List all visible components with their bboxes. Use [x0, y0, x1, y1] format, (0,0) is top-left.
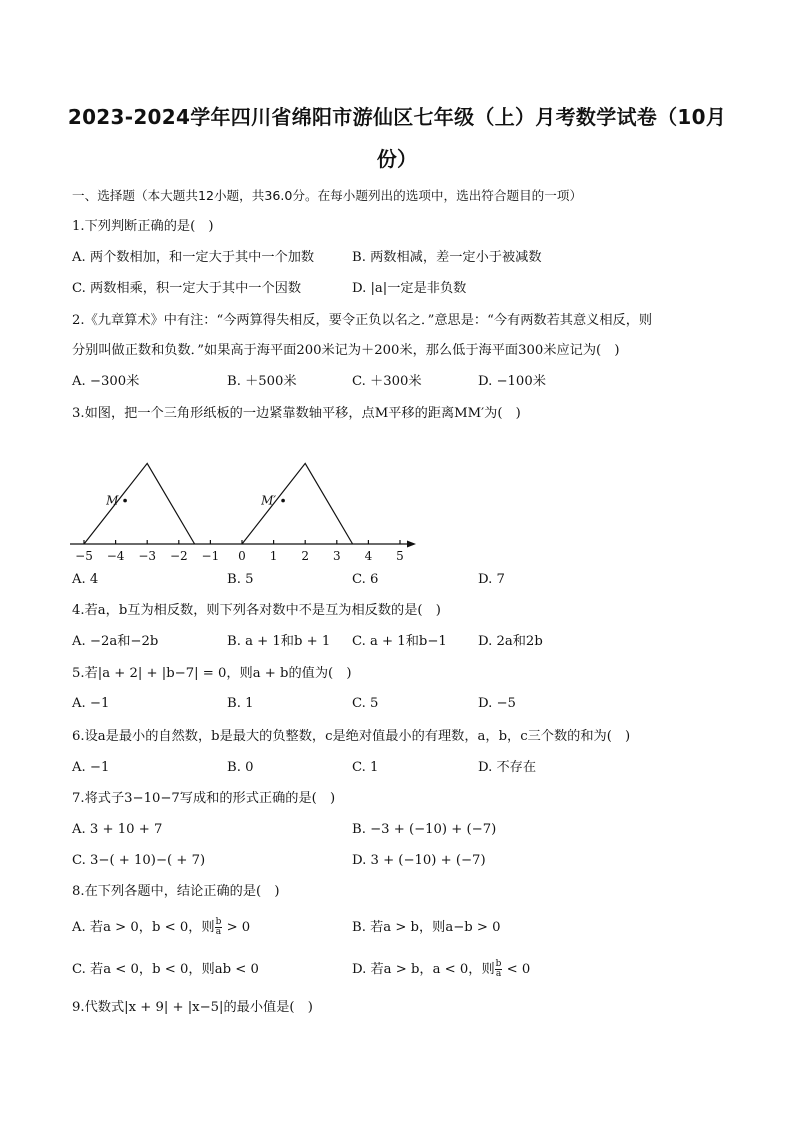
q6-option-b: B. 0: [227, 760, 254, 775]
q2-option-a: A. −300米: [72, 374, 140, 389]
tick-label: −4: [106, 549, 125, 563]
q8-option-d: [352, 960, 530, 980]
number-line-svg: [66, 452, 426, 564]
q3-option-a: A. 4: [72, 572, 99, 587]
q8-option-a-text: A. 若a > 0，b < 0，则: [72, 920, 215, 935]
tick-label: −3: [138, 549, 157, 563]
q3-option-c: C. 6: [352, 572, 379, 587]
question-7-stem: 7.将式子3−10−7写成和的形式正确的是( ): [72, 791, 336, 806]
title-line-1: 2023-2024学年四川省绵阳市游仙区七年级（上）月考数学试卷（10月: [67, 105, 727, 129]
q3-option-d: D. 7: [478, 572, 505, 587]
fraction-numerator: b: [215, 917, 222, 927]
q7-option-d: D. 3 + (−10) + (−7): [352, 853, 486, 868]
fraction-denominator: a: [215, 927, 222, 937]
tick-label: −5: [75, 549, 93, 563]
tick-label: 5: [396, 549, 404, 563]
number-line-figure: [66, 452, 426, 568]
q5-option-b: B. 1: [227, 696, 254, 711]
question-2-stem-cont: 分别叫做正数和负数．”如果高于海平面200米记为＋200米，那么低于海平面300米应记为( ): [72, 343, 620, 358]
point-m: [123, 499, 127, 503]
q6-option-d: D. 不存在: [478, 760, 537, 775]
tick-label: 2: [301, 549, 310, 563]
question-1-stem: 1.下列判断正确的是( ): [72, 219, 214, 234]
q4-option-d: D. 2a和2b: [478, 634, 543, 649]
q8-option-a-tail: > 0: [222, 920, 251, 935]
q5-option-a: A. −1: [72, 696, 110, 711]
point-m-prime: [281, 499, 285, 503]
q5-option-d: D. −5: [478, 696, 516, 711]
q3-option-b: B. 5: [227, 572, 254, 587]
tick-label: 0: [238, 549, 246, 563]
tick-label: 4: [364, 549, 373, 563]
question-3-stem: 3.如图，把一个三角形纸板的一边紧靠数轴平移，点M平移的距离MM′为( ): [72, 406, 521, 421]
q7-option-a: A. 3 + 10 + 7: [72, 822, 163, 837]
q2-option-c: C. ＋300米: [352, 374, 422, 389]
q4-option-c: C. a + 1和b−1: [352, 634, 447, 649]
section-heading: 一、选择题（本大题共12小题，共36.0分。在每小题列出的选项中，选出符合题目的一项）: [72, 188, 583, 203]
q4-option-b: B. a + 1和b + 1: [227, 634, 331, 649]
question-4-stem: 4.若a，b互为相反数，则下列各对数中不是互为相反数的是( ): [72, 603, 441, 618]
tick-label: −1: [201, 549, 220, 563]
q8-option-a: [72, 918, 250, 938]
question-6-stem: 6.设a是最小的自然数，b是最大的负整数，c是绝对值最小的有理数，a，b，c三个数的和为( ): [72, 729, 631, 744]
axis-arrow-icon: [407, 541, 416, 548]
tick-label: −2: [169, 549, 188, 563]
point-m-prime-label: M′: [261, 493, 277, 508]
tick-label: 1: [269, 549, 278, 563]
q1-option-c: C. 两数相乘，积一定大于其中一个因数: [72, 281, 302, 296]
q7-option-b: B. −3 + (−10) + (−7): [352, 822, 497, 837]
question-8-stem: 8.在下列各题中，结论正确的是( ): [72, 884, 280, 899]
fraction-numerator: b: [495, 959, 502, 969]
q1-option-b: B. 两数相减，差一定小于被减数: [352, 250, 542, 265]
title-line-2: 份）: [376, 147, 418, 171]
point-m-label: M: [106, 493, 119, 508]
q8-option-b: B. 若a > b，则a−b > 0: [352, 920, 501, 935]
tick-label: 3: [332, 549, 341, 563]
exam-title: [60, 96, 734, 180]
question-2-stem: 2.《九章算术》中有注：“今两算得失相反，要令正负以名之．”意思是：“今有两数若其意义相反，则: [72, 313, 653, 328]
fraction-denominator: a: [495, 969, 502, 979]
q6-option-c: C. 1: [352, 760, 379, 775]
question-5-stem: 5.若|a + 2| + |b−7| = 0，则a + b的值为( ): [72, 666, 352, 681]
triangle-original: [84, 463, 195, 544]
question-9-stem: 9.代数式|x + 9| + |x−5|的最小值是( ): [72, 1000, 313, 1015]
q2-option-d: D. −100米: [478, 374, 546, 389]
q8-option-c: C. 若a < 0，b < 0，则ab < 0: [72, 962, 259, 977]
q8-option-d-tail: < 0: [502, 962, 531, 977]
q7-option-c: C. 3−( + 10)−( + 7): [72, 853, 206, 868]
q2-option-b: B. ＋500米: [227, 374, 297, 389]
q4-option-a: A. −2a和−2b: [72, 634, 159, 649]
q1-option-d: D. |a|一定是非负数: [352, 281, 467, 296]
triangle-translated: [242, 463, 353, 544]
q1-option-a: A. 两个数相加，和一定大于其中一个加数: [72, 250, 315, 265]
q5-option-c: C. 5: [352, 696, 379, 711]
q6-option-a: A. −1: [72, 760, 110, 775]
q8-option-d-text: D. 若a > b，a < 0，则: [352, 962, 495, 977]
